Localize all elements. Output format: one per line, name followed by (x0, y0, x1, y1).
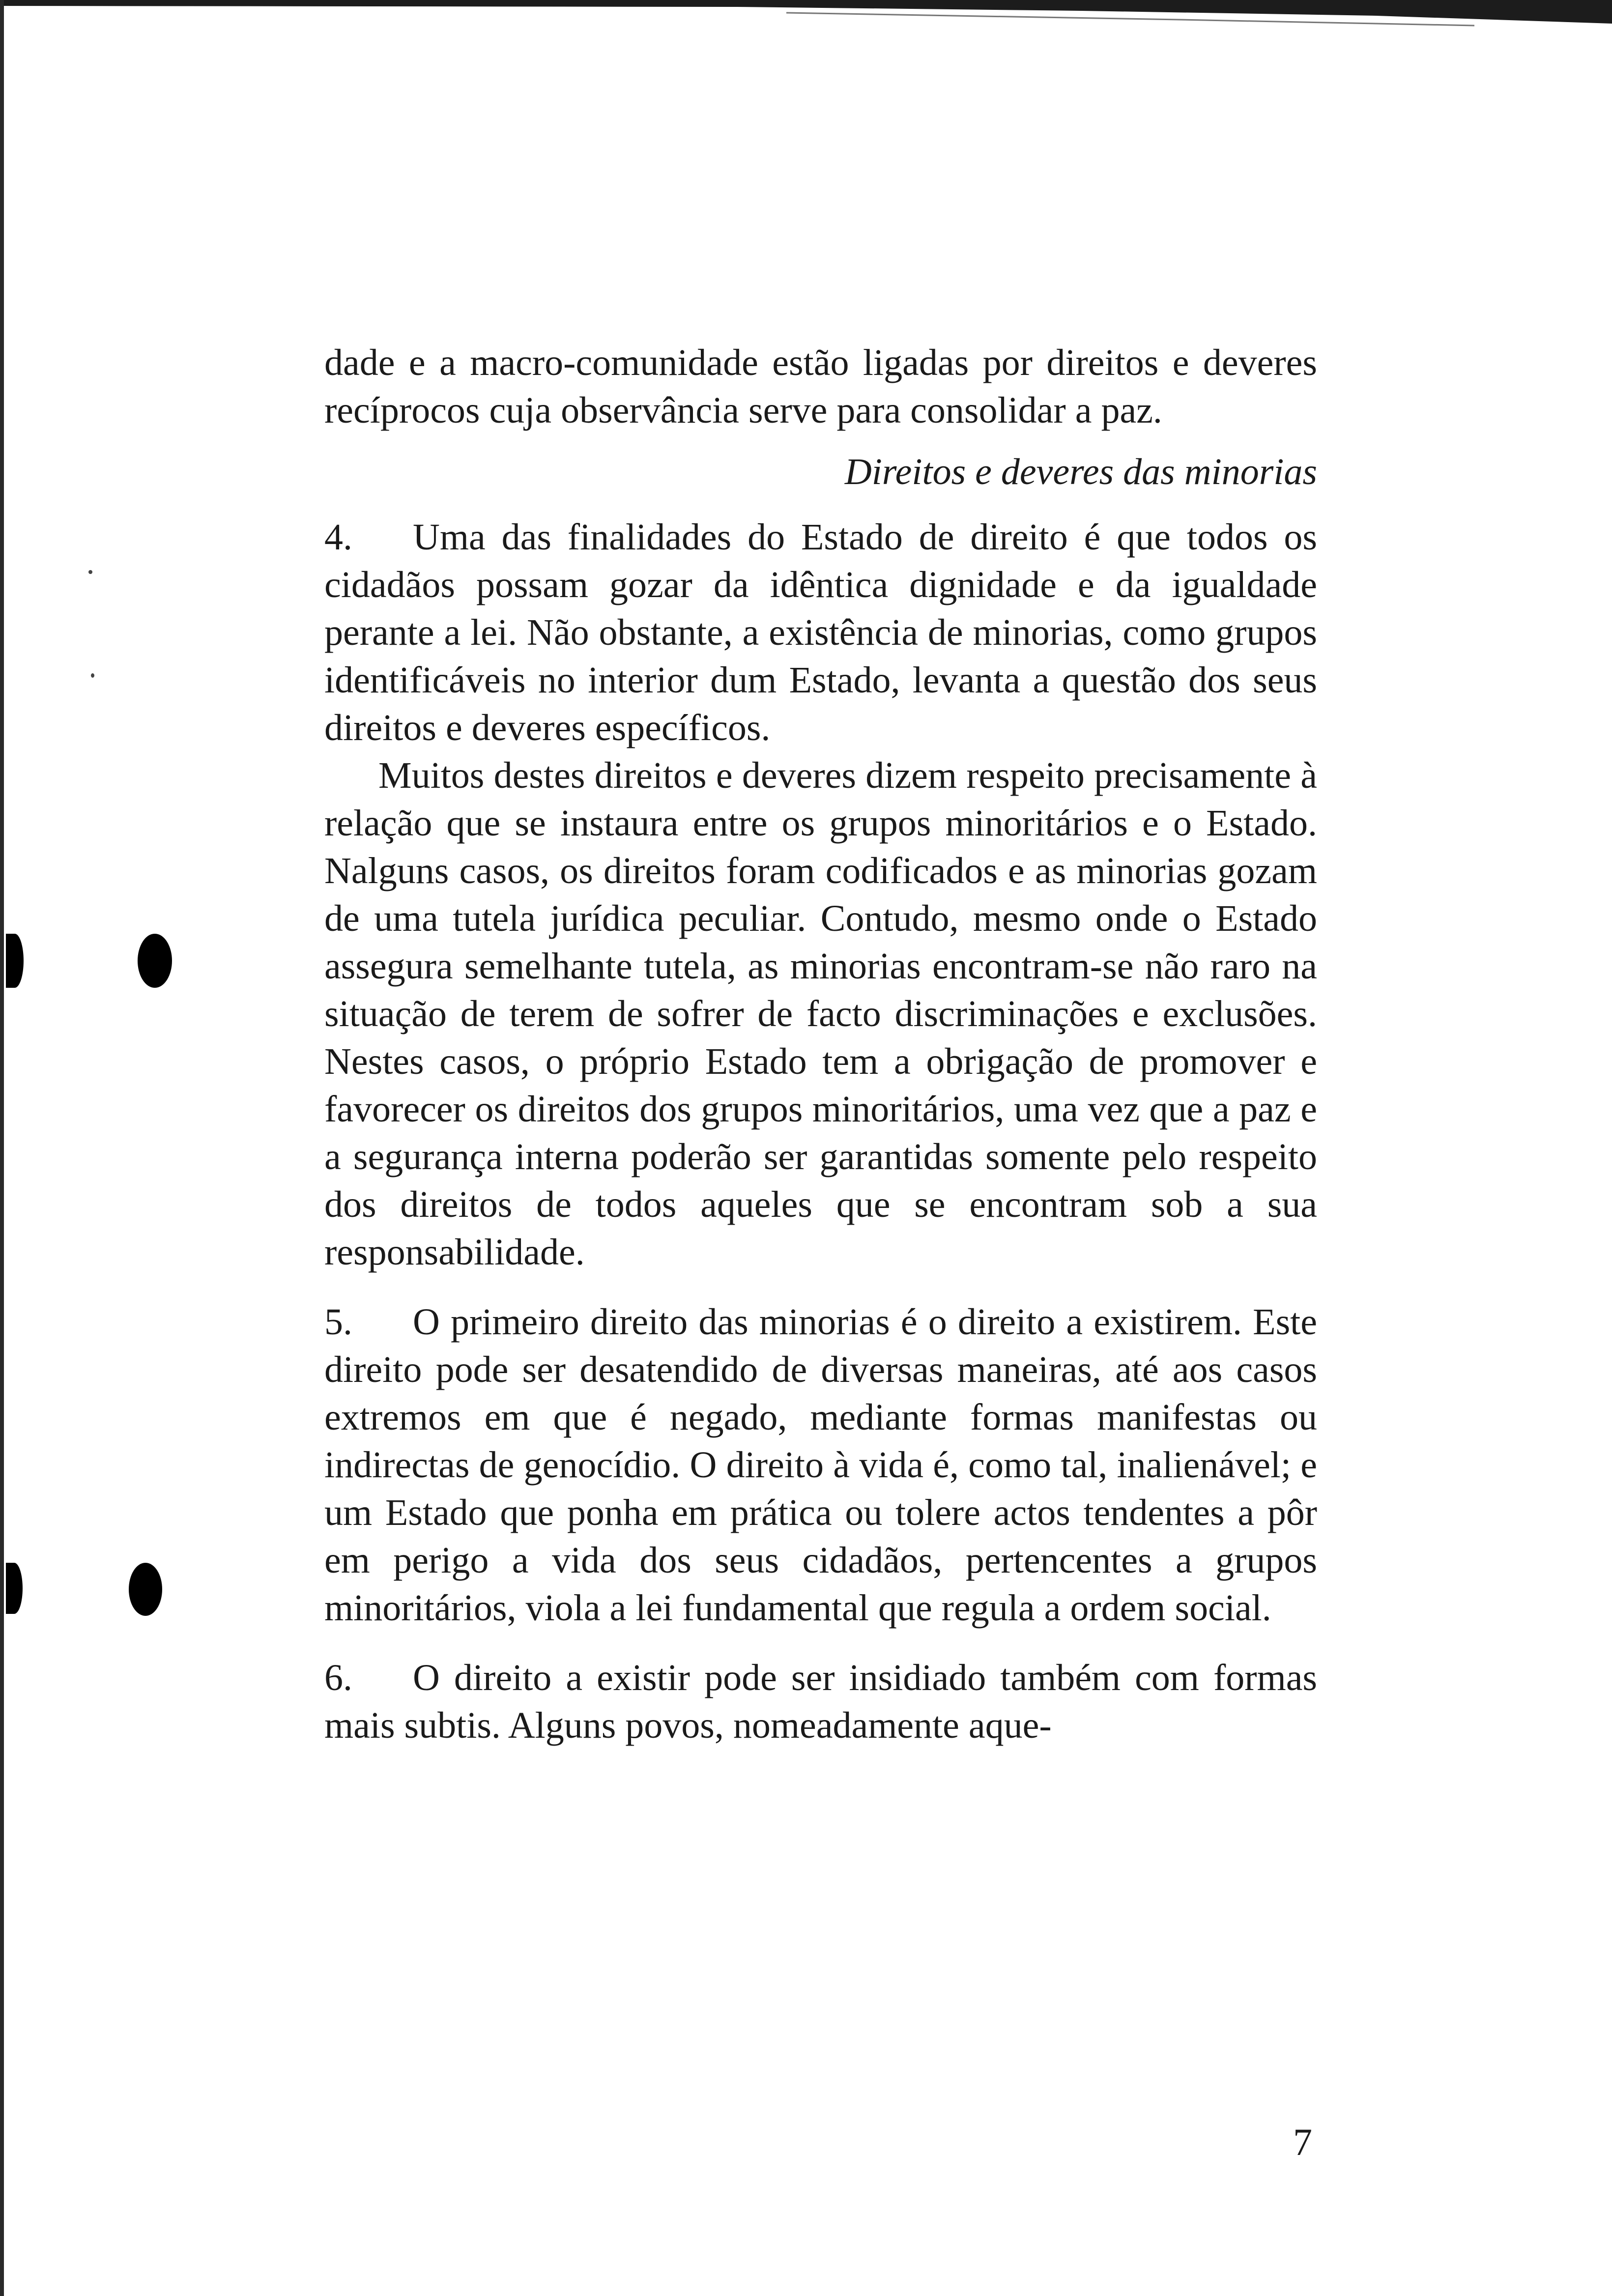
paragraph-text: Muitos destes direitos e deveres dizem respeito precisamente à relação que se instaura entre os grupos minoritários e o Estado. Nalguns casos, os direitos foram codificados e as minorias gozam de uma tutela jurídica peculiar. Contudo, mesmo onde o Estado assegura semelhante tutela, as minorias encontram-se não raro na situação de terem de sofrer de facto discriminações e exclusões. Nestes casos, o próprio Estado tem a obrigação de promover e favorecer os direitos dos grupos minoritários, uma vez que a paz e a segurança interna poderão ser garantidas somente pelo respeito dos direitos de todos aqueles que se encontram sob a sua responsabilidade. (324, 755, 1317, 1273)
scan-speck (88, 570, 92, 574)
binder-hole-upper-edge (6, 934, 24, 988)
paragraph-4 (324, 514, 1317, 752)
paragraph-number: 6. (324, 1657, 352, 1698)
scan-speck (91, 673, 94, 678)
paragraph-text: Uma das finalidades do Estado de direito é que todos os cidadãos possam gozar da idêntica dignidade e da igualdade perante a lei. Não obstante, a existência de minorias, como grupos identificáveis no interior dum Estado, levanta a questão dos seus direitos e deveres específicos. (324, 517, 1317, 748)
paragraph-5 (324, 1298, 1317, 1632)
page-number: 7 (1293, 2121, 1312, 2163)
paragraph-text: dade e a macro-comunidade estão ligadas por direitos e deveres recíprocos cuja observância serve para consolidar a paz. (324, 342, 1317, 431)
paragraph-text: O primeiro direito das minorias é o direito a existirem. Este direito pode ser desatendido de diversas maneiras, até aos casos extremos em que é negado, mediante formas manifestas ou indirectas de genocídio. O direito à vida é, como tal, inalienável; e um Estado que ponha em prática ou tolere actos tendentes a pôr em perigo a vida dos seus cidadãos, pertencentes a grupos minoritários, viola a lei fundamental que regula a ordem social. (324, 1301, 1317, 1629)
binder-hole-lower-edge (6, 1563, 23, 1614)
paragraph-6 (324, 1654, 1317, 1750)
scan-edge-left (0, 0, 4, 2296)
paragraph-continuation (324, 339, 1317, 434)
page-body (324, 339, 1317, 1750)
paragraph-text: O direito a existir pode ser insidiado também com formas mais subtis. Alguns povos, nomeadamente aque- (324, 1657, 1317, 1746)
paragraph-number: 5. (324, 1301, 352, 1343)
binder-hole-upper (138, 934, 172, 988)
section-heading: Direitos e deveres das minorias (844, 451, 1317, 492)
binder-hole-lower (129, 1563, 162, 1616)
scan-edge-top (0, 0, 1612, 29)
paragraph-4-continued (324, 752, 1317, 1276)
paragraph-number: 4. (324, 517, 352, 558)
